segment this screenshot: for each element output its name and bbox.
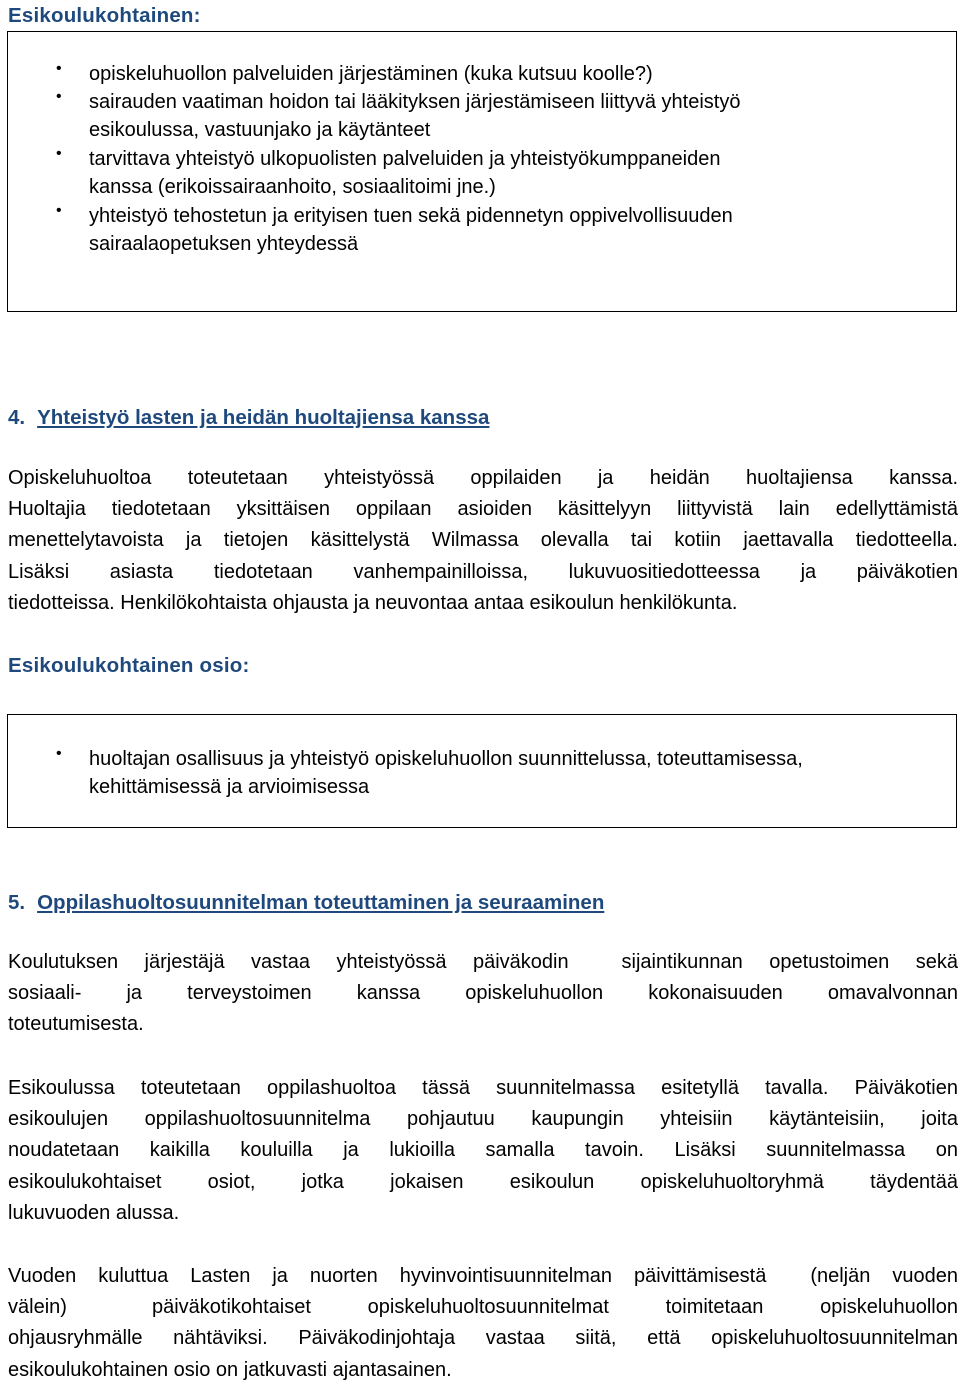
list-item-line: sairauden vaatiman hoidon tai lääkityksen järjestämiseen liittyvä yhteistyö — [89, 91, 741, 113]
paragraph-line: Huoltajia tiedotetaan yksittäisen oppilaan asioiden käsittelyyn liittyvistä lain edellyttämistä — [8, 498, 958, 521]
paragraph-line: noudatetaan kaikilla kouluilla ja lukioilla samalla tavoin. Lisäksi suunnitelmassa on — [8, 1139, 958, 1162]
paragraph-line: Koulutuksen järjestäjä vastaa yhteistyössä päiväkodin sijaintikunnan opetustoimen sekä — [8, 951, 958, 973]
section-title-text: Yhteistyö lasten ja heidän huoltajiensa kanssa — [37, 406, 490, 429]
list-item-line: tarvittava yhteistyö ulkopuolisten palveluiden ja yhteistyökumppaneiden — [89, 148, 721, 170]
section-5-paragraph-2 — [8, 1073, 958, 1229]
bullet-icon: • — [56, 60, 62, 77]
paragraph-line: esikoulujen oppilashuoltosuunnitelma pohjautuu kaupungin yhteisiin käytänteisiin, joita — [8, 1108, 958, 1131]
section-4-title — [8, 406, 489, 430]
paragraph-line: Vuoden kuluttua Lasten ja nuorten hyvinvointisuunnitelman päivittämisestä (neljän vuoden — [8, 1265, 958, 1287]
paragraph-line: esikoulukohtainen osio on jatkuvasti ajantasainen. — [8, 1358, 452, 1381]
info-box-2 — [7, 714, 957, 828]
paragraph-line: Lisäksi asiasta tiedotetaan vanhempainilloissa, lukuvuositiedotteessa ja päiväkotien — [8, 560, 958, 583]
section-number: 5. — [8, 891, 26, 914]
list-item-line: sairaalaopetuksen yhteydessä — [89, 233, 359, 256]
paragraph-line: Opiskeluhuoltoa toteutetaan yhteistyössä oppilaiden ja heidän huoltajiensa kanssa. — [8, 467, 958, 489]
section-4-paragraph — [8, 463, 958, 619]
bullet-icon: • — [56, 202, 62, 219]
list-item-line: kanssa (erikoissairaanhoito, sosiaalitoimi jne.) — [89, 176, 496, 199]
section-title-text: Oppilashuoltosuunnitelman toteuttaminen ja seuraaminen — [37, 891, 605, 914]
section-number: 4. — [8, 406, 26, 429]
section-5-title — [8, 891, 604, 915]
list-item-line: kehittämisessä ja arvioimisessa — [89, 776, 370, 799]
heading-esikoulukohtainen-osio: Esikoulukohtainen osio: — [8, 654, 250, 677]
list-item-line: yhteistyö tehostetun ja erityisen tuen sekä pidennetyn oppivelvollisuuden — [89, 205, 733, 227]
list-item-line: huoltajan osallisuus ja yhteistyö opiskeluhuollon suunnittelussa, toteuttamisessa, — [89, 748, 803, 770]
section-5-paragraph-1 — [8, 947, 958, 1041]
paragraph-line: menettelytavoista ja tietojen käsittelystä Wilmassa olevalla tai kotiin jaettavalla tiedotteella. — [8, 529, 958, 552]
info-box-1 — [7, 31, 957, 312]
bullet-icon: • — [56, 145, 62, 162]
list-item-line: opiskeluhuollon palveluiden järjestäminen (kuka kutsuu koolle?) — [89, 63, 653, 85]
paragraph-line: sosiaali- ja terveystoimen kanssa opiskeluhuollon kokonaisuuden omavalvonnan — [8, 982, 958, 1005]
list-item-line: esikoulussa, vastuunjako ja käytänteet — [89, 119, 431, 142]
heading-esikoulukohtainen: Esikoulukohtainen: — [8, 4, 201, 27]
paragraph-line: välein) päiväkotikohtaiset opiskeluhuoltosuunnitelmat toimitetaan opiskeluhuollon — [8, 1296, 958, 1319]
section-5-paragraph-3 — [8, 1261, 958, 1386]
bullet-icon: • — [56, 745, 62, 762]
paragraph-line: esikoulukohtaiset osiot, jotka jokaisen esikoulun opiskeluhuoltoryhmä täydentää — [8, 1170, 958, 1193]
paragraph-line: lukuvuoden alussa. — [8, 1201, 180, 1224]
bullet-icon: • — [56, 88, 62, 105]
paragraph-line: Esikoulussa toteutetaan oppilashuoltoa tässä suunnitelmassa esitetyllä tavalla. Päiväkotien — [8, 1077, 958, 1099]
paragraph-line: tiedotteissa. Henkilökohtaista ohjausta ja neuvontaa antaa esikoulun henkilökunta. — [8, 591, 738, 614]
paragraph-line: ohjausryhmälle nähtäviksi. Päiväkodinjohtaja vastaa siitä, että opiskeluhuoltosuunnitelman — [8, 1327, 958, 1350]
paragraph-line: toteutumisesta. — [8, 1013, 144, 1036]
